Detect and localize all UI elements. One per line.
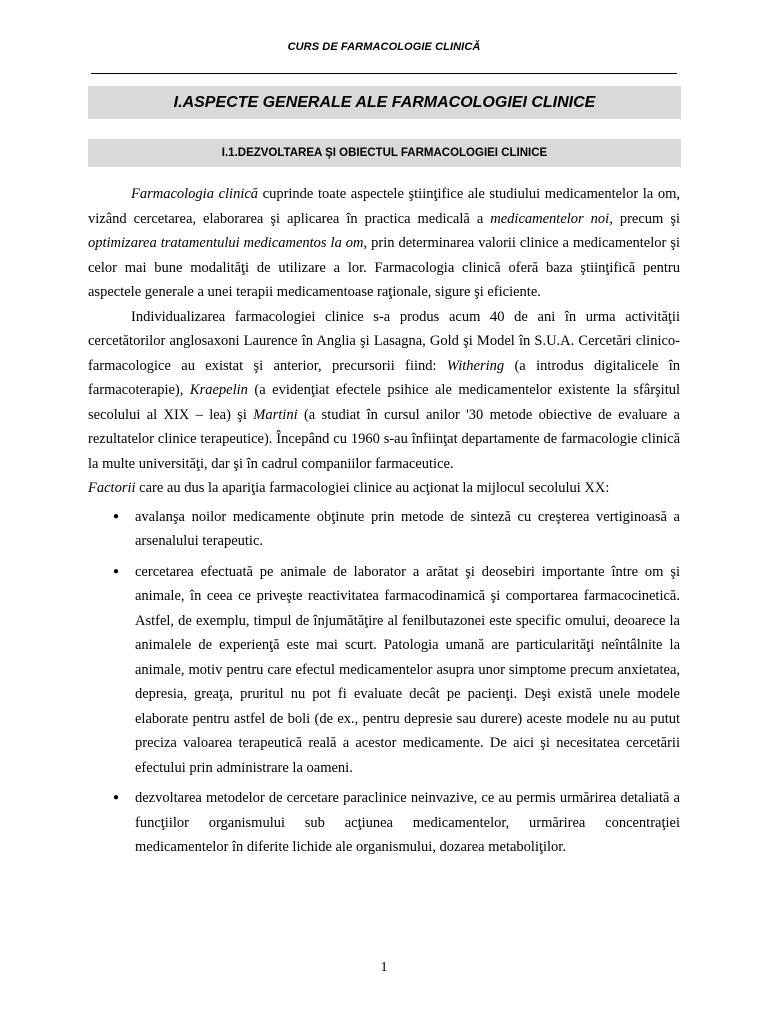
list-item xyxy=(88,560,680,781)
paragraph-text: care au dus la apariţia farmacologiei clinice au acţionat la mijlocul secolului XX: xyxy=(135,480,610,496)
term-farmacologia-clinica: Farmacologia clinică xyxy=(131,186,259,202)
emphasis-optimizarea-tratamentului: optimizarea tratamentului medicamentos la om xyxy=(88,235,364,251)
name-kraepelin: Kraepelin xyxy=(189,382,248,398)
list-item-text: cercetarea efectuată pe animale de laborator a arătat şi deosebiri importante între om şi animale, în ceea ce priveşte reactivitatea farmacodinamică şi comportarea farmacocinetică. Astfel, de exemplu, timpul de înjumătăţire al fenilbutazonei este specific omului, deoarece la animalele de experienţă este mai scurt. Patologia umană are particularităţi neîntâlnite la animale, motiv pentru care efectul medicamentelor asupra unor simptome precum anxietatea, depresia, greaţa, pruritul nu pot fi evaluate decât pe pacienţi. Deşi există unele modele elaborate pentru astfel de boli (de ex., pentru depresie sau durere) aceste modele nu au putut preciza valoarea terapeutică reală a acestor medicamente. De aici şi necesitatea cercetării efectului prin administrare la oameni. xyxy=(135,563,680,776)
header-rule xyxy=(91,73,677,74)
name-withering: Withering xyxy=(446,357,505,374)
bullet-icon: ● xyxy=(113,792,120,803)
section-heading-band xyxy=(88,139,681,167)
bullet-icon: ● xyxy=(113,510,120,522)
document-body xyxy=(88,182,680,860)
section-title: I.1.DEZVOLTAREA ŞI OBIECTUL FARMACOLOGIEI CLINICE xyxy=(221,147,548,159)
paragraph-text: (a introdus digitalicele în farmacoterapie), xyxy=(88,357,680,398)
paragraph-text: , precum şi xyxy=(609,210,680,227)
paragraph-text: , prin determinarea valorii clinice a medicamentelor şi celor mai bune modalităţi de utilizare a lor. Farmacologia clinică oferă baza ştiinţifică pentru aspectele generale a unei terapii medicamentoase raţionale, sigure şi eficiente. xyxy=(88,235,680,300)
list-item-text: dezvoltarea metodelor de cercetare paraclinice neinvazive, ce au permis urmărirea detaliată a funcţiilor organismului sub acţiunea medicamentelor, urmărirea concentraţiei medicamentelor în diferite lichide ale organismului, dozarea metaboliţilor. xyxy=(135,790,680,855)
paragraph-text: (a evidenţiat efectele psihice ale medicamentelor existente la sfârşitul secolului al XIX – lea) şi xyxy=(88,382,681,423)
name-martini: Martini xyxy=(253,406,298,423)
paragraph-text: (a studiat în cursul anilor '30 metode obiective de evaluare a rezultatelor clinice terapeutice). Începând cu 1960 s-au înfiinţat departamente de farmacologie clinică la multe universităţi, dar şi în cadrul companiilor farmaceutice. xyxy=(88,406,680,472)
chapter-heading-band xyxy=(88,86,681,119)
paragraph-text: cuprinde toate aspectele ştiinţifice ale studiului medicamentelor la om, vizând cercetarea, elaborarea şi aplicarea în practica medicală a xyxy=(88,186,680,227)
emphasis-medicamente-noi: medicamentelor noi xyxy=(490,210,610,227)
paragraph-text: Individualizarea farmacologiei clinice s-a produs acum 40 de ani în urma activităţii cercetătorilor anglosaxoni Laurence în Anglia şi Lasagna, Gold şi Model în S.U.A. Cercetări clinico-farmacologice au existat şi anterior, precursorii fiind: xyxy=(88,308,680,374)
paragraph-factors-intro xyxy=(88,476,680,501)
term-factorii: Factorii xyxy=(88,480,136,496)
list-item xyxy=(88,786,680,860)
paragraph-definition xyxy=(88,182,680,305)
factors-list xyxy=(88,505,680,860)
page-number: 1 xyxy=(380,960,388,975)
running-header: CURS DE FARMACOLOGIE CLINICĂ xyxy=(287,41,481,53)
list-item xyxy=(88,505,680,554)
paragraph-history xyxy=(88,305,680,477)
list-item-text: avalanşa noilor medicamente obţinute prin metode de sinteză cu creşterea vertiginoasă a arsenalului terapeutic. xyxy=(135,508,680,549)
chapter-title: I.ASPECTE GENERALE ALE FARMACOLOGIEI CLINICE xyxy=(173,93,596,111)
bullet-icon: ● xyxy=(113,565,120,577)
